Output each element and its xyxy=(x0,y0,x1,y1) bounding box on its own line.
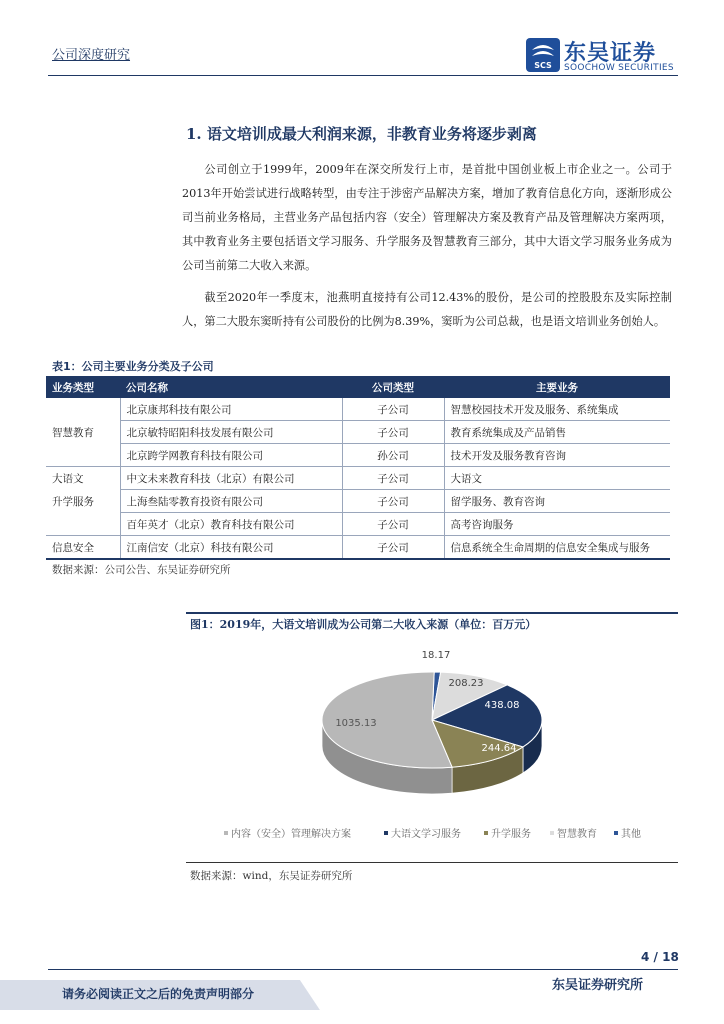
legend-label: 其他 xyxy=(621,829,641,840)
table-cell-business-type: 智慧教育 xyxy=(46,398,120,467)
table-cell-company: 百年英才（北京）教育科技有限公司 xyxy=(120,513,342,536)
legend-label: 内容（安全）管理解决方案 xyxy=(231,829,351,840)
footer-organization: 东吴证券研究所 xyxy=(552,978,644,993)
table-row xyxy=(46,490,670,513)
table-row xyxy=(46,513,670,536)
table-cell-business: 大语文 xyxy=(444,467,670,490)
legend-swatch xyxy=(550,831,554,835)
table-header-cell: 业务类型 xyxy=(46,376,120,398)
soochow-logo-icon xyxy=(526,38,560,72)
table-source: 数据来源：公司公告、东吴证券研究所 xyxy=(52,564,231,576)
table-cell-business: 留学服务、教育咨询 xyxy=(444,490,670,513)
table-cell-kind: 子公司 xyxy=(342,513,444,536)
legend-swatch xyxy=(484,831,488,835)
pie-value-label: 244.64 xyxy=(481,743,517,754)
table-cell-business: 技术开发及服务教育咨询 xyxy=(444,444,670,467)
logo-chinese-name: 东吴证券 xyxy=(564,41,657,66)
table-cell-kind: 子公司 xyxy=(342,490,444,513)
report-category-label: 公司深度研究 xyxy=(52,48,131,63)
figure-bottom-rule xyxy=(186,862,678,863)
table-row xyxy=(46,536,670,560)
table-row xyxy=(46,421,670,444)
revenue-pie-chart xyxy=(186,634,678,856)
table-cell-business: 信息系统全生命周期的信息安全集成与服务 xyxy=(444,536,670,560)
pie-value-label: 18.17 xyxy=(421,650,451,661)
figure-title: 图1：2019年，大语文培训成为公司第二大收入来源（单位：百万元） xyxy=(190,618,537,631)
table-cell-company: 北京跨学网教育科技有限公司 xyxy=(120,444,342,467)
table-cell-business: 智慧校园技术开发及服务、系统集成 xyxy=(444,398,670,421)
table-header-cell: 公司名称 xyxy=(120,376,342,398)
footer-divider xyxy=(48,969,678,970)
table-cell-company: 北京敏特昭阳科技发展有限公司 xyxy=(120,421,342,444)
table-cell-business: 高考咨询服务 xyxy=(444,513,670,536)
table-cell-company: 江南信安（北京）科技有限公司 xyxy=(120,536,342,560)
table-cell-company: 上海叁陆零教育投资有限公司 xyxy=(120,490,342,513)
table-cell-kind: 子公司 xyxy=(342,536,444,560)
table-cell-business-type: 大语文 xyxy=(46,467,120,490)
table-cell-kind: 子公司 xyxy=(342,421,444,444)
table-cell-company: 中文未来教育科技（北京）有限公司 xyxy=(120,467,342,490)
legend-label: 智慧教育 xyxy=(557,829,597,840)
section-title: 1. 语文培训成最大利润来源，非教育业务将逐步剥离 xyxy=(186,125,537,143)
table-cell-business-type: 信息安全 xyxy=(46,536,120,560)
table-row xyxy=(46,444,670,467)
figure-source: 数据来源：wind，东吴证券研究所 xyxy=(190,870,353,882)
table-cell-kind: 孙公司 xyxy=(342,444,444,467)
table-cell-kind: 子公司 xyxy=(342,467,444,490)
table-cell-kind: 子公司 xyxy=(342,398,444,421)
table-row xyxy=(46,398,670,421)
table-row xyxy=(46,467,670,490)
logo-mark-text: SCS xyxy=(534,61,552,70)
logo-english-name: SOOCHOW SECURITIES xyxy=(564,63,674,73)
pie-value-label: 438.08 xyxy=(484,700,520,711)
legend-swatch xyxy=(614,831,618,835)
legend-swatch xyxy=(384,831,388,835)
table-cell-business-type: 升学服务 xyxy=(46,490,120,536)
table-header-cell: 主要业务 xyxy=(444,376,670,398)
figure-top-rule xyxy=(186,612,678,614)
table-cell-company: 北京康邦科技有限公司 xyxy=(120,398,342,421)
pie-value-label: 1035.13 xyxy=(335,718,377,729)
legend-label: 升学服务 xyxy=(491,829,531,840)
header-divider xyxy=(48,75,678,76)
table-header-cell: 公司类型 xyxy=(342,376,444,398)
pie-value-label: 208.23 xyxy=(448,678,484,689)
business-table xyxy=(46,376,670,560)
table-title: 表1：公司主要业务分类及子公司 xyxy=(52,360,214,373)
legend-swatch xyxy=(224,831,228,835)
footer-disclaimer: 请务必阅读正文之后的免责声明部分 xyxy=(62,987,255,1001)
paragraph-shareholders: 截至2020年一季度末，池燕明直接持有公司12.43%的股份，是公司的控股股东及实际控制人，第二大股东窦昕持有公司股份的比例为8.39%，窦昕为公司总裁，也是语文培训业务创始人。 xyxy=(182,291,672,328)
table-cell-business: 教育系统集成及产品销售 xyxy=(444,421,670,444)
table-header-row xyxy=(46,376,670,398)
legend-label: 大语文学习服务 xyxy=(391,829,461,840)
company-logo xyxy=(526,36,676,76)
paragraph-company-history: 公司创立于1999年，2009年在深交所发行上市，是首批中国创业板上市企业之一。公司于2013年开始尝试进行战略转型，由专注于涉密产品解决方案，增加了教育信息化方向，逐渐形成公司当前业务格局，主营业务产品包括内容（安全）管理解决方案及教育产品及管理解决方案两项，其中教育业务主要包括语文学习服务、升学服务及智慧教育三部分，其中大语文学习服务业务成为公司当前第二大收入来源。 xyxy=(182,163,672,272)
page-number: 4 / 18 xyxy=(641,950,679,964)
